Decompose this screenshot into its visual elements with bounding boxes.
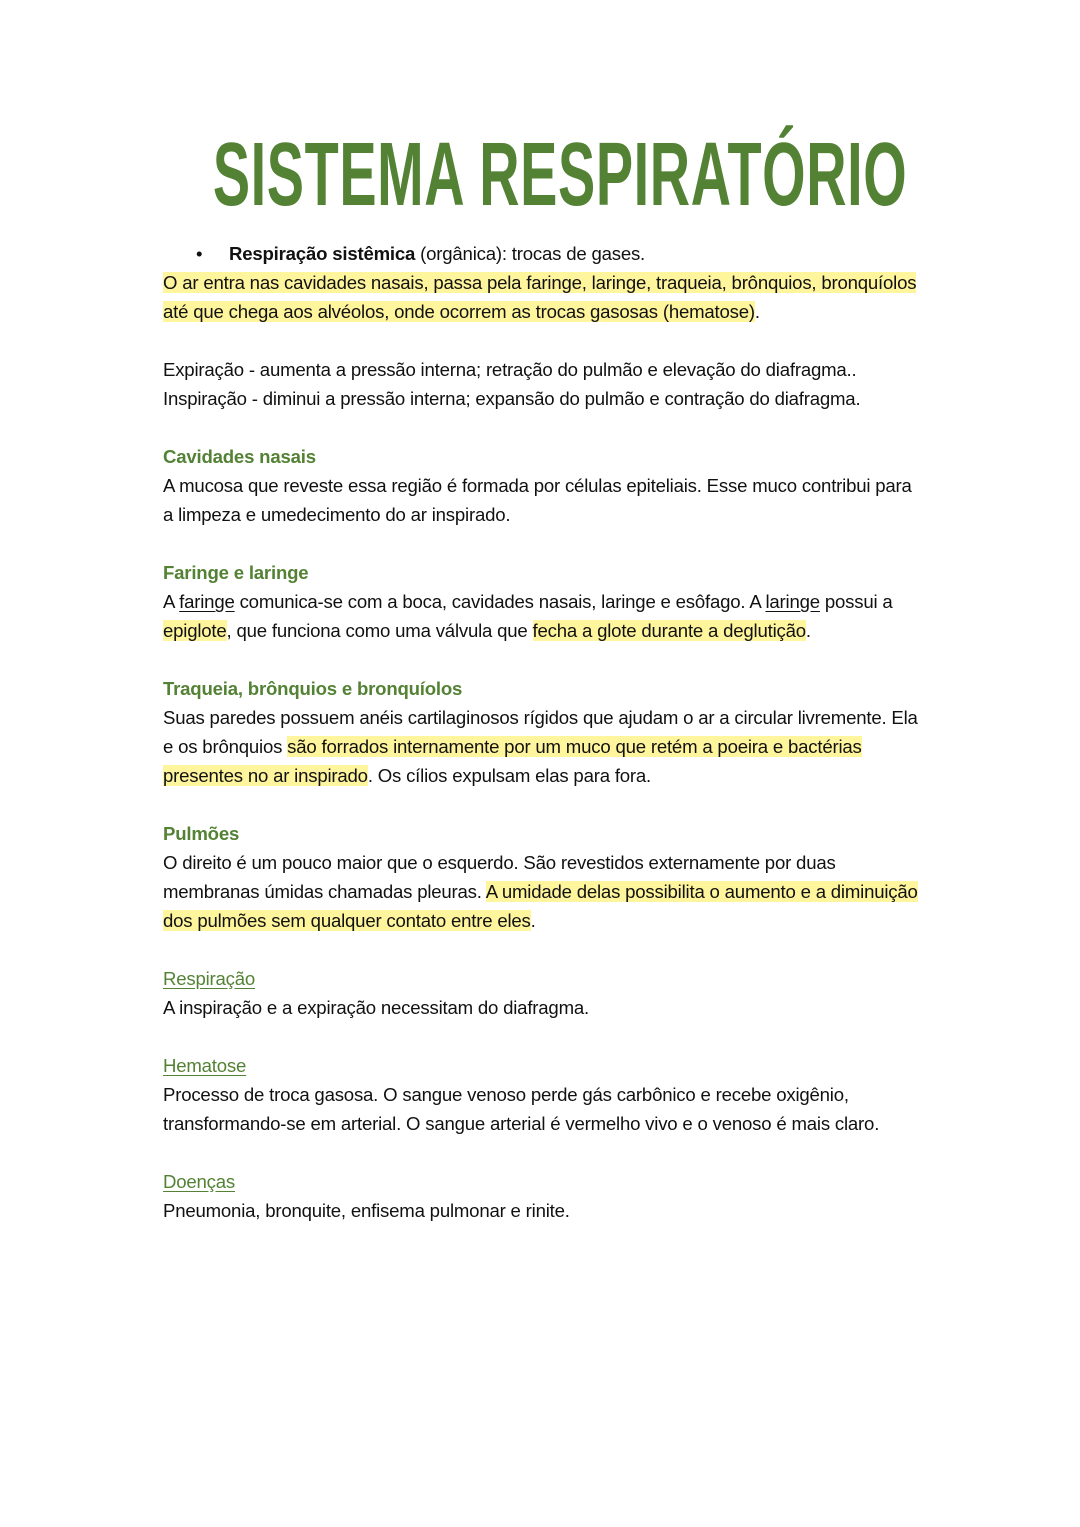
section-heading[interactable]: Hematose <box>163 1055 247 1076</box>
paragraph <box>163 355 923 384</box>
section-heading: Traqueia, brônquios e bronquíolos <box>163 678 463 699</box>
text-segment: . Os cílios expulsam elas para fora. <box>367 765 652 786</box>
text-segment: A inspiração e a expiração necessitam do diafragma. <box>163 997 589 1018</box>
section <box>163 558 923 645</box>
paragraph <box>163 993 923 1022</box>
text-segment: O direito é um pouco maior que o esquerdo. São revestidos externamente por duas membranas úmidas chamadas pleuras. <box>163 852 836 902</box>
text-segment: (orgânica): trocas de gases. <box>415 243 646 264</box>
paragraph <box>163 848 923 935</box>
text-segment: Processo de troca gasosa. O sangue venoso perde gás carbônico e recebe oxigênio, transformando-se em arterial. O sangue arterial é vermelho vivo e o venoso é mais claro. <box>163 1084 880 1134</box>
text-segment: , que funciona como uma válvula que <box>226 620 533 641</box>
section <box>163 674 923 790</box>
bold-term: Respiração sistêmica <box>229 243 416 264</box>
text-segment: Pneumonia, bronquite, enfisema pulmonar e rinite. <box>163 1200 570 1221</box>
text-segment: A mucosa que reveste essa região é formada por células epiteliais. Esse muco contribui para a limpeza e umedecimento do ar inspirado. <box>163 475 912 525</box>
paragraph <box>163 587 923 645</box>
bullet-item <box>163 239 923 268</box>
highlighted-text: fecha a glote durante a deglutição <box>532 620 806 641</box>
text-segment: comunica-se com a boca, cavidades nasais, laringe e esôfago. A <box>234 591 766 612</box>
document-body <box>163 239 923 1225</box>
paragraph <box>163 1080 923 1138</box>
highlighted-text: O ar entra nas cavidades nasais, passa pela faringe, laringe, traqueia, brônquios, bronquíolos até que chega aos alvéolos, onde ocorrem as trocas gasosas (hematose) <box>163 272 917 322</box>
section <box>163 819 923 935</box>
text-segment: . <box>530 910 536 931</box>
text-segment: A <box>163 591 180 612</box>
highlighted-text: são forrados internamente por um muco que retém a poeira e bactérias presentes no ar inspirado <box>163 736 862 786</box>
section <box>163 1051 923 1138</box>
text-segment: . <box>754 301 760 322</box>
paragraph <box>163 703 923 790</box>
underlined-term: faringe <box>179 591 235 612</box>
paragraph <box>163 384 923 413</box>
highlighted-text: A umidade delas possibilita o aumento e a diminuição dos pulmões sem qualquer contato entre eles <box>163 881 918 931</box>
section-heading: Cavidades nasais <box>163 446 316 467</box>
page-title-container <box>0 0 1080 239</box>
text-segment: Inspiração - diminui a pressão interna; expansão do pulmão e contração do diafragma. <box>163 388 861 409</box>
section-heading[interactable]: Doenças <box>163 1171 235 1192</box>
section <box>163 355 923 413</box>
paragraph <box>163 471 923 529</box>
underlined-term: laringe <box>765 591 820 612</box>
page-title: SISTEMA RESPIRATÓRIO <box>212 125 908 225</box>
section-heading: Pulmões <box>163 823 240 844</box>
section-heading: Faringe e laringe <box>163 562 309 583</box>
section <box>163 964 923 1022</box>
section-heading[interactable]: Respiração <box>163 968 256 989</box>
section <box>163 1167 923 1225</box>
bullet-icon: • <box>196 243 203 264</box>
text-segment: Expiração - aumenta a pressão interna; retração do pulmão e elevação do diafragma.. <box>163 359 857 380</box>
paragraph <box>163 1196 923 1225</box>
text-segment: . <box>805 620 811 641</box>
paragraph <box>163 268 923 326</box>
text-segment: Suas paredes possuem anéis cartilaginosos rígidos que ajudam o ar a circular livremente. Ela e os brônquios <box>163 707 918 757</box>
text-segment: possui a <box>819 591 893 612</box>
section <box>163 442 923 529</box>
highlighted-text: epiglote <box>163 620 227 641</box>
section <box>163 268 923 326</box>
